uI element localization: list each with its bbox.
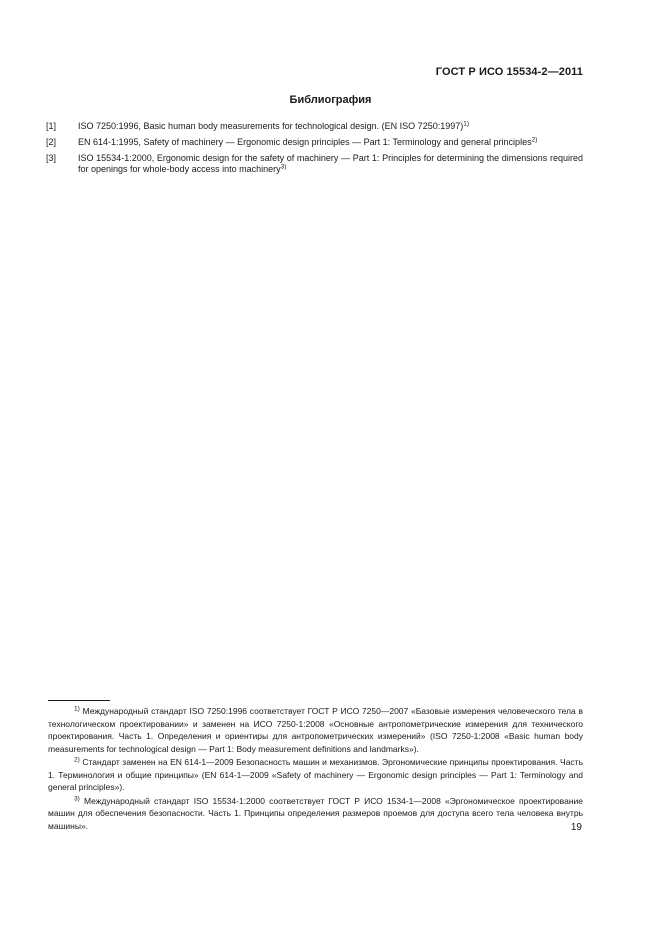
footnote [48, 705, 583, 755]
entry-number: [1] [46, 121, 57, 131]
footnote-text: Международный стандарт ISO 15534-1:2000 соответствует ГОСТ Р ИСО 1534-1—2008 «Эргономическое проектирование машин для обеспечения безопасности. Часть 1. Принципы определения размеров проемов для доступа всего тела человека внутрь машины». [48, 795, 583, 831]
bibliography-entry [46, 137, 583, 148]
entry-number: [2] [46, 137, 57, 147]
bibliography-title: Библиография [289, 94, 372, 106]
document-code: ГОСТ Р ИСО 15534-2—2011 [435, 66, 583, 78]
page-number: 19 [570, 822, 582, 833]
footnote-text: Стандарт заменен на EN 614-1—2009 Безопасность машин и механизмов. Эргономические принципы проектирования. Часть 1. Терминология и общие принципы» (EN 614-1—2009 «Safety of machinery — Ergonomic design principles — Part 1: Terminology and general principles»). [48, 757, 583, 792]
footnote-mark: 3) [280, 163, 287, 171]
footnote-text: Международный стандарт ISO 7250:1996 соответствует ГОСТ Р ИСО 7250—2007 «Базовые измерения человеческого тела в технологическом проектировании» и заменен на ИСО 7250-1:2008 «Основные антропометрические измерения для технического проектирования. Часть 1. Определения и ориентиры для антропометрических измерений» (ISO 7250-1:2008 «Basic human body measurements for technological design — Part 1: Body measurement definitions and landmarks»). [48, 706, 583, 754]
entry-body: ISO 15534-1:2000, Ergonomic design for the safety of machinery — Part 1: Principles for determining the dimensions required for openings for whole-body access into machinery [78, 153, 583, 174]
entry-body: EN 614-1:1995, Safety of machinery — Ergonomic design principles — Part 1: Terminology and general principles [78, 137, 532, 147]
bibliography-entry [46, 121, 583, 132]
entry-text [78, 121, 583, 132]
footnote-mark: 1) [74, 705, 80, 713]
footnote-mark: 3) [74, 795, 80, 802]
entry-body: ISO 7250:1996, Basic human body measurements for technological design. (EN ISO 7250:1997) [78, 121, 464, 131]
entry-text [78, 137, 583, 148]
bibliography-list [46, 121, 583, 180]
footnote-divider [48, 700, 110, 701]
entry-number: [3] [46, 153, 57, 163]
bibliography-entry [46, 153, 583, 175]
footnote-mark: 1) [463, 120, 470, 128]
footnote [48, 795, 583, 833]
footnote-mark: 2) [74, 756, 80, 764]
footnote-mark: 2) [531, 136, 538, 144]
footnotes [48, 705, 583, 833]
footnote [48, 756, 583, 794]
entry-text [78, 153, 583, 175]
